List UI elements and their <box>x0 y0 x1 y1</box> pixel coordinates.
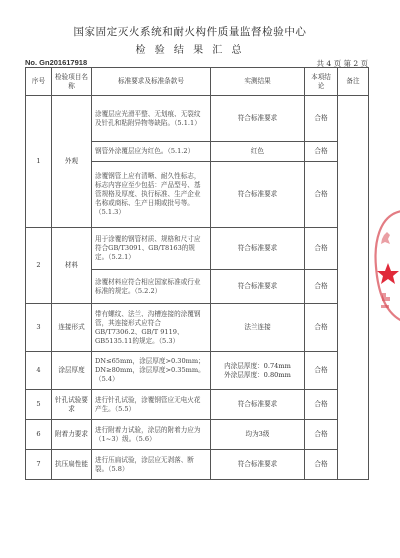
row-standard: 涂覆层应光滑平整、无划痕、无裂纹及针孔和粘附异物等缺陷。（5.1.1） <box>92 96 211 142</box>
row-result: 符合标准要求 <box>211 96 305 142</box>
row-result: 内涂层厚度：0.74mm 外涂层厚度：0.80mm <box>211 352 305 390</box>
row-item: 材料 <box>52 228 92 304</box>
table-row <box>26 420 369 450</box>
row-seq: 1 <box>26 96 52 228</box>
table-row <box>26 96 369 142</box>
seal-stamp-icon <box>372 205 400 325</box>
header-conclusion: 本项结论 <box>305 68 338 96</box>
row-standard: 进行针孔试验，涂覆钢管应无电火花产生。（5.5） <box>92 390 211 420</box>
table-header-row <box>26 68 369 96</box>
remark-cell <box>338 96 369 480</box>
row-seq: 6 <box>26 420 52 450</box>
row-conclusion: 合格 <box>305 304 338 352</box>
row-result: 符合标准要求 <box>211 450 305 480</box>
row-standard: 用于涂覆的钢管材质、规格和尺寸应符合GB/T3091、GB/T8163的规定。（5.2.1） <box>92 228 211 270</box>
row-result: 红色 <box>211 142 305 162</box>
header-result: 实测结果 <box>211 68 305 96</box>
table-row <box>26 450 369 480</box>
row-standard: 带有螺纹、法兰、沟槽连接的涂覆钢管，其连接形式应符合GB/T7306.2、GB/T 9119、GB5135.11的规定。（5.3） <box>92 304 211 352</box>
table-row <box>26 352 369 390</box>
row-result: 符合标准要求 <box>211 162 305 228</box>
row-standard: 进行压扁试验，涂层应无剥落、断裂。（5.8） <box>92 450 211 480</box>
row-item: 针孔试验要求 <box>52 390 92 420</box>
row-standard: 涂覆钢管上应有清晰、耐久性标志，标志内容应至少包括：产品型号、基管规格及厚度、执行标准、生产企业名称或商标、生产日期或批号等。（5.1.3） <box>92 162 211 228</box>
table-row <box>26 390 369 420</box>
row-item: 外观 <box>52 96 92 228</box>
row-item: 涂层厚度 <box>52 352 92 390</box>
row-conclusion: 合格 <box>305 96 338 142</box>
row-standard: 钢管外涂覆层应为红色。（5.1.2） <box>92 142 211 162</box>
row-conclusion: 合格 <box>305 270 338 304</box>
report-number: No. Gn201617918 <box>25 58 88 67</box>
header-item: 检验项目名称 <box>52 68 92 96</box>
row-standard: 进行附着力试验，涂层的附着力应为（1~3）级。（5.6） <box>92 420 211 450</box>
row-result: 均为3级 <box>211 420 305 450</box>
row-item: 附着力要求 <box>52 420 92 450</box>
results-table <box>25 67 369 480</box>
row-item: 连接形式 <box>52 304 92 352</box>
table-row <box>26 228 369 270</box>
report-subtitle: 检 验 结 果 汇 总 <box>135 45 245 56</box>
header-seq: 序号 <box>26 68 52 96</box>
row-conclusion: 合格 <box>305 162 338 228</box>
report-title: 国家固定灭火系统和耐火构件质量监督检验中心 <box>73 26 307 38</box>
row-seq: 5 <box>26 390 52 420</box>
row-conclusion: 合格 <box>305 228 338 270</box>
row-result: 法兰连接 <box>211 304 305 352</box>
row-seq: 2 <box>26 228 52 304</box>
row-standard: 涂覆材料应符合相应国家标准或行业标准的规定。（5.2.2） <box>92 270 211 304</box>
page-info: 共 4 页 第 2 页 <box>316 59 368 68</box>
row-seq: 7 <box>26 450 52 480</box>
row-item: 抗压扁性能 <box>52 450 92 480</box>
row-result: 符合标准要求 <box>211 228 305 270</box>
row-seq: 3 <box>26 304 52 352</box>
row-conclusion: 合格 <box>305 450 338 480</box>
row-seq: 4 <box>26 352 52 390</box>
row-conclusion: 合格 <box>305 390 338 420</box>
row-conclusion: 合格 <box>305 142 338 162</box>
table-row <box>26 304 369 352</box>
header-remark: 备注 <box>338 68 369 96</box>
row-conclusion: 合格 <box>305 352 338 390</box>
row-result: 符合标准要求 <box>211 270 305 304</box>
row-conclusion: 合格 <box>305 420 338 450</box>
header-std: 标准要求及标准条款号 <box>92 68 211 96</box>
row-standard: DN≤65mm，涂层厚度>0.30mm；DN≥80mm，涂层厚度>0.35mm。（5.4） <box>92 352 211 390</box>
row-result: 符合标准要求 <box>211 390 305 420</box>
